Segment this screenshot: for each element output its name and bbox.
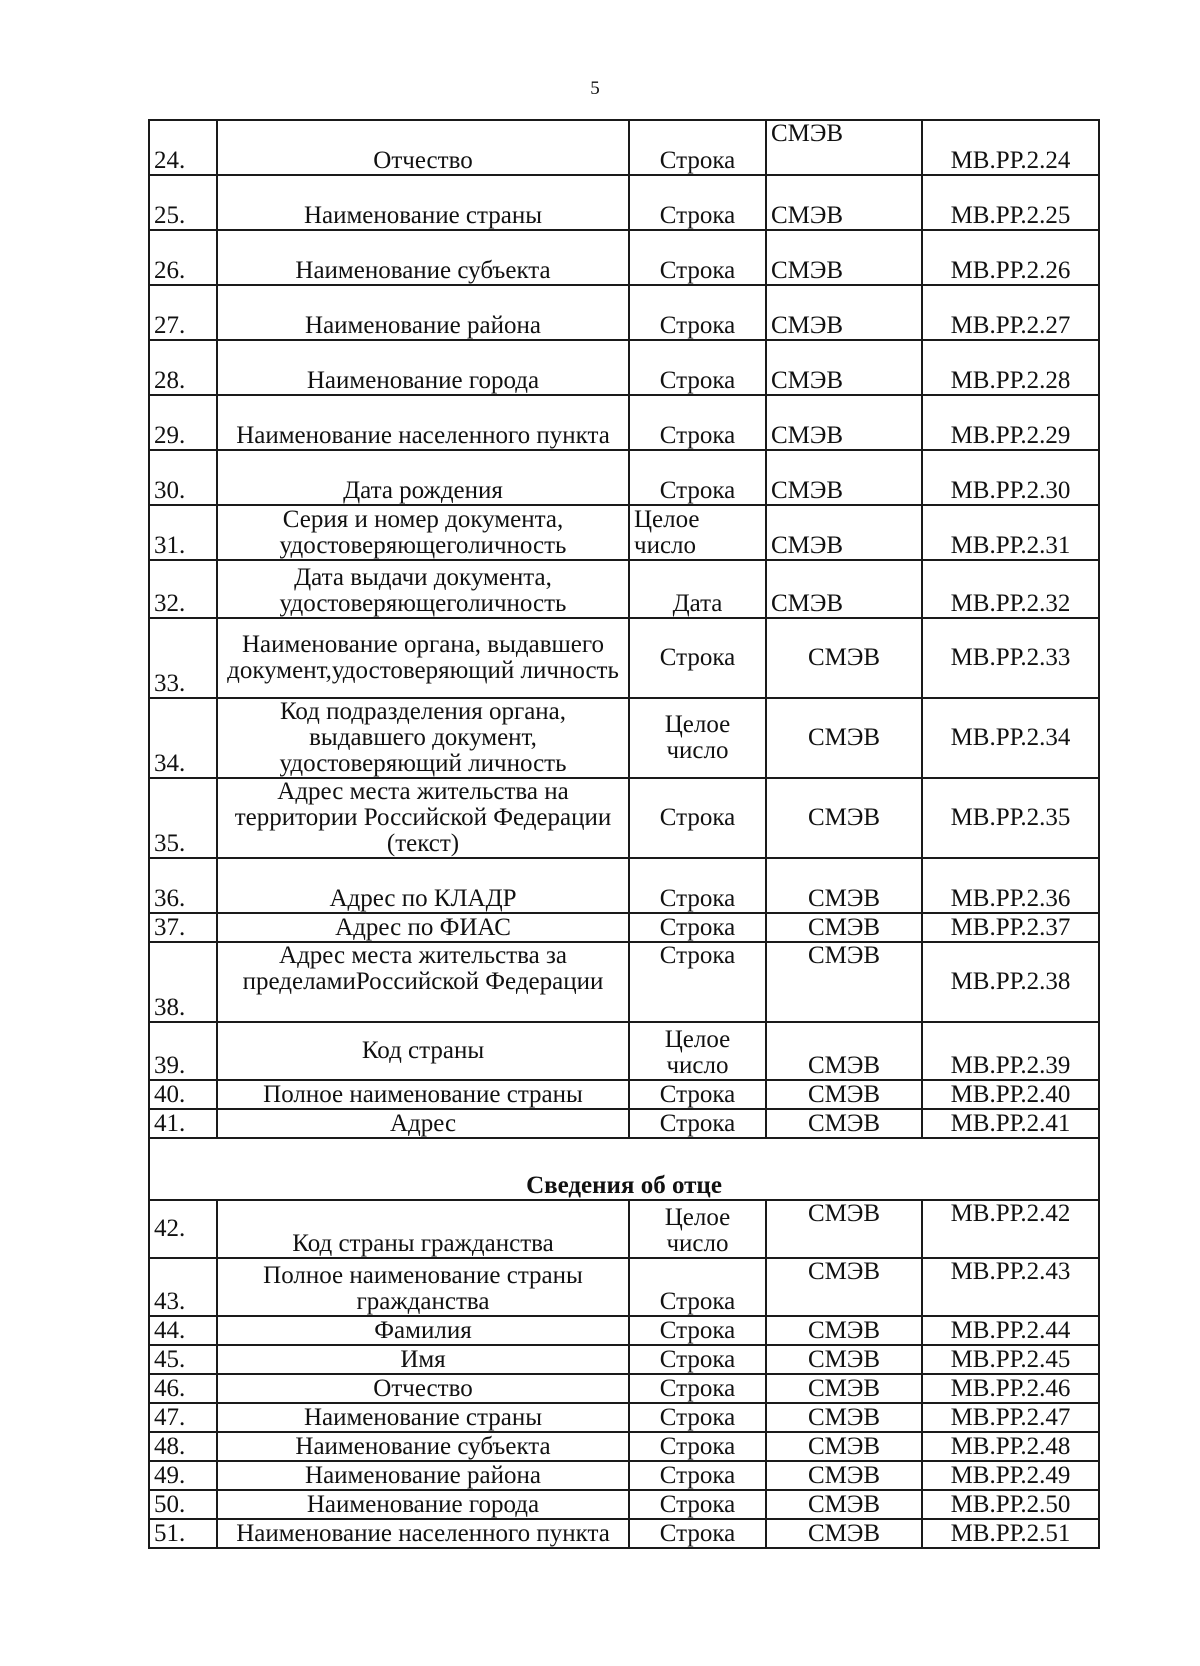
field-type: Строка bbox=[629, 1345, 766, 1374]
field-type: Строка bbox=[629, 858, 766, 913]
row-number: 44. bbox=[149, 1316, 217, 1345]
field-source: СМЭВ bbox=[766, 1316, 922, 1345]
field-source: СМЭВ bbox=[766, 230, 922, 285]
field-code: МВ.РР.2.24 bbox=[922, 120, 1099, 175]
field-source: СМЭВ bbox=[766, 942, 922, 1022]
field-source: СМЭВ bbox=[766, 1022, 922, 1080]
row-number: 39. bbox=[149, 1022, 217, 1080]
table-row bbox=[149, 698, 1099, 778]
field-code: МВ.РР.2.42 bbox=[922, 1200, 1099, 1258]
field-name: Серия и номер документа, удостоверяющеголичность bbox=[217, 505, 629, 560]
row-number: 27. bbox=[149, 285, 217, 340]
field-code: МВ.РР.2.27 bbox=[922, 285, 1099, 340]
field-source: СМЭВ bbox=[766, 450, 922, 505]
table-row bbox=[149, 1022, 1099, 1080]
field-code: МВ.РР.2.43 bbox=[922, 1258, 1099, 1316]
row-number: 43. bbox=[149, 1258, 217, 1316]
field-code: МВ.РР.2.39 bbox=[922, 1022, 1099, 1080]
field-name: Наименование района bbox=[217, 285, 629, 340]
field-source: СМЭВ bbox=[766, 1258, 922, 1316]
field-code: МВ.РР.2.34 bbox=[922, 698, 1099, 778]
field-code: МВ.РР.2.46 bbox=[922, 1374, 1099, 1403]
table-row bbox=[149, 1490, 1099, 1519]
row-number: 42. bbox=[149, 1200, 217, 1258]
field-type: Строка bbox=[629, 1374, 766, 1403]
field-name: Дата выдачи документа, удостоверяющеголичность bbox=[217, 560, 629, 618]
row-number: 34. bbox=[149, 698, 217, 778]
field-code: МВ.РР.2.31 bbox=[922, 505, 1099, 560]
row-number: 24. bbox=[149, 120, 217, 175]
field-code: МВ.РР.2.47 bbox=[922, 1403, 1099, 1432]
field-type: Строка bbox=[629, 1080, 766, 1109]
field-name: Полное наименование страны гражданства bbox=[217, 1258, 629, 1316]
field-source: СМЭВ bbox=[766, 913, 922, 942]
field-type: Строка bbox=[629, 913, 766, 942]
field-source: СМЭВ bbox=[766, 1490, 922, 1519]
field-name: Наименование города bbox=[217, 340, 629, 395]
field-source: СМЭВ bbox=[766, 1200, 922, 1258]
field-name: Наименование района bbox=[217, 1461, 629, 1490]
field-source: СМЭВ bbox=[766, 1461, 922, 1490]
table-row bbox=[149, 778, 1099, 858]
field-type: Дата bbox=[629, 560, 766, 618]
field-source: СМЭВ bbox=[766, 1519, 922, 1548]
row-number: 30. bbox=[149, 450, 217, 505]
row-number: 38. bbox=[149, 942, 217, 1022]
field-source: СМЭВ bbox=[766, 175, 922, 230]
field-source: СМЭВ bbox=[766, 778, 922, 858]
row-number: 36. bbox=[149, 858, 217, 913]
table-row bbox=[149, 1403, 1099, 1432]
field-type: Строка bbox=[629, 1316, 766, 1345]
field-source: СМЭВ bbox=[766, 120, 922, 175]
section-row bbox=[149, 1138, 1099, 1200]
field-code: МВ.РР.2.36 bbox=[922, 858, 1099, 913]
field-type: Строка bbox=[629, 120, 766, 175]
table-row bbox=[149, 175, 1099, 230]
field-code: МВ.РР.2.50 bbox=[922, 1490, 1099, 1519]
field-source: СМЭВ bbox=[766, 395, 922, 450]
table-row bbox=[149, 1345, 1099, 1374]
field-name: Наименование страны bbox=[217, 1403, 629, 1432]
field-type: Строка bbox=[629, 175, 766, 230]
field-source: СМЭВ bbox=[766, 505, 922, 560]
field-code: МВ.РР.2.38 bbox=[922, 942, 1099, 1022]
table-row bbox=[149, 1200, 1099, 1258]
section-heading: Сведения об отце bbox=[149, 1138, 1099, 1200]
table-row bbox=[149, 340, 1099, 395]
field-name: Адрес по КЛАДР bbox=[217, 858, 629, 913]
row-number: 28. bbox=[149, 340, 217, 395]
data-fields-table bbox=[148, 119, 1100, 1549]
row-number: 29. bbox=[149, 395, 217, 450]
field-type: Целое число bbox=[629, 1200, 766, 1258]
field-source: СМЭВ bbox=[766, 858, 922, 913]
row-number: 35. bbox=[149, 778, 217, 858]
field-code: МВ.РР.2.45 bbox=[922, 1345, 1099, 1374]
row-number: 33. bbox=[149, 618, 217, 698]
table-row bbox=[149, 1432, 1099, 1461]
table-row bbox=[149, 913, 1099, 942]
field-type: Целое число bbox=[629, 698, 766, 778]
field-name: Отчество bbox=[217, 1374, 629, 1403]
field-code: МВ.РР.2.44 bbox=[922, 1316, 1099, 1345]
field-code: МВ.РР.2.51 bbox=[922, 1519, 1099, 1548]
row-number: 50. bbox=[149, 1490, 217, 1519]
field-type: Строка bbox=[629, 942, 766, 1022]
field-type: Строка bbox=[629, 1461, 766, 1490]
field-source: СМЭВ bbox=[766, 1080, 922, 1109]
table-row bbox=[149, 505, 1099, 560]
row-number: 48. bbox=[149, 1432, 217, 1461]
field-name: Фамилия bbox=[217, 1316, 629, 1345]
field-name: Адрес bbox=[217, 1109, 629, 1138]
row-number: 25. bbox=[149, 175, 217, 230]
field-source: СМЭВ bbox=[766, 1345, 922, 1374]
field-code: МВ.РР.2.26 bbox=[922, 230, 1099, 285]
field-type: Строка bbox=[629, 1432, 766, 1461]
field-code: МВ.РР.2.35 bbox=[922, 778, 1099, 858]
row-number: 31. bbox=[149, 505, 217, 560]
field-code: МВ.РР.2.48 bbox=[922, 1432, 1099, 1461]
field-source: СМЭВ bbox=[766, 618, 922, 698]
field-name: Код страны bbox=[217, 1022, 629, 1080]
field-code: МВ.РР.2.25 bbox=[922, 175, 1099, 230]
field-type: Целое число bbox=[629, 1022, 766, 1080]
field-type: Строка bbox=[629, 1519, 766, 1548]
row-number: 40. bbox=[149, 1080, 217, 1109]
field-code: МВ.РР.2.33 bbox=[922, 618, 1099, 698]
row-number: 49. bbox=[149, 1461, 217, 1490]
field-type: Строка bbox=[629, 1490, 766, 1519]
field-code: МВ.РР.2.41 bbox=[922, 1109, 1099, 1138]
field-source: СМЭВ bbox=[766, 285, 922, 340]
field-type: Целое число bbox=[629, 505, 766, 560]
field-type: Строка bbox=[629, 778, 766, 858]
field-name: Дата рождения bbox=[217, 450, 629, 505]
field-type: Строка bbox=[629, 285, 766, 340]
field-name: Наименование населенного пункта bbox=[217, 395, 629, 450]
table-row bbox=[149, 1109, 1099, 1138]
row-number: 37. bbox=[149, 913, 217, 942]
field-name: Код подразделения органа, выдавшего документ, удостоверяющий личность bbox=[217, 698, 629, 778]
field-type: Строка bbox=[629, 1258, 766, 1316]
field-code: МВ.РР.2.29 bbox=[922, 395, 1099, 450]
field-name: Наименование субъекта bbox=[217, 230, 629, 285]
table-row bbox=[149, 1258, 1099, 1316]
field-type: Строка bbox=[629, 395, 766, 450]
field-name: Код страны гражданства bbox=[217, 1200, 629, 1258]
field-name: Отчество bbox=[217, 120, 629, 175]
table-row bbox=[149, 285, 1099, 340]
field-code: МВ.РР.2.30 bbox=[922, 450, 1099, 505]
table-row bbox=[149, 618, 1099, 698]
table-row bbox=[149, 1461, 1099, 1490]
field-code: МВ.РР.2.32 bbox=[922, 560, 1099, 618]
field-code: МВ.РР.2.28 bbox=[922, 340, 1099, 395]
field-source: СМЭВ bbox=[766, 1432, 922, 1461]
row-number: 46. bbox=[149, 1374, 217, 1403]
field-code: МВ.РР.2.37 bbox=[922, 913, 1099, 942]
table-row bbox=[149, 120, 1099, 175]
field-name: Адрес по ФИАС bbox=[217, 913, 629, 942]
table-row bbox=[149, 230, 1099, 285]
field-type: Строка bbox=[629, 340, 766, 395]
field-code: МВ.РР.2.49 bbox=[922, 1461, 1099, 1490]
row-number: 45. bbox=[149, 1345, 217, 1374]
table-row bbox=[149, 1316, 1099, 1345]
field-name: Наименование субъекта bbox=[217, 1432, 629, 1461]
table-row bbox=[149, 858, 1099, 913]
field-name: Адрес места жительства за пределамиРоссийской Федерации bbox=[217, 942, 629, 1022]
field-code: МВ.РР.2.40 bbox=[922, 1080, 1099, 1109]
field-name: Адрес места жительства на территории Российской Федерации (текст) bbox=[217, 778, 629, 858]
field-source: СМЭВ bbox=[766, 698, 922, 778]
field-type: Строка bbox=[629, 230, 766, 285]
field-source: СМЭВ bbox=[766, 1403, 922, 1432]
field-type: Строка bbox=[629, 618, 766, 698]
field-source: СМЭВ bbox=[766, 340, 922, 395]
row-number: 26. bbox=[149, 230, 217, 285]
table-row bbox=[149, 1080, 1099, 1109]
table-row bbox=[149, 395, 1099, 450]
field-name: Полное наименование страны bbox=[217, 1080, 629, 1109]
row-number: 47. bbox=[149, 1403, 217, 1432]
field-name: Наименование органа, выдавшего документ,удостоверяющий личность bbox=[217, 618, 629, 698]
field-name: Наименование города bbox=[217, 1490, 629, 1519]
page-number: 5 bbox=[590, 78, 600, 99]
field-source: СМЭВ bbox=[766, 560, 922, 618]
table-row bbox=[149, 942, 1099, 1022]
row-number: 32. bbox=[149, 560, 217, 618]
field-name: Наименование страны bbox=[217, 175, 629, 230]
table-row bbox=[149, 1374, 1099, 1403]
field-type: Строка bbox=[629, 1403, 766, 1432]
field-name: Имя bbox=[217, 1345, 629, 1374]
field-name: Наименование населенного пункта bbox=[217, 1519, 629, 1548]
table-row bbox=[149, 560, 1099, 618]
field-type: Строка bbox=[629, 450, 766, 505]
row-number: 51. bbox=[149, 1519, 217, 1548]
field-source: СМЭВ bbox=[766, 1109, 922, 1138]
field-source: СМЭВ bbox=[766, 1374, 922, 1403]
row-number: 41. bbox=[149, 1109, 217, 1138]
table-row bbox=[149, 1519, 1099, 1548]
table-row bbox=[149, 450, 1099, 505]
field-type: Строка bbox=[629, 1109, 766, 1138]
